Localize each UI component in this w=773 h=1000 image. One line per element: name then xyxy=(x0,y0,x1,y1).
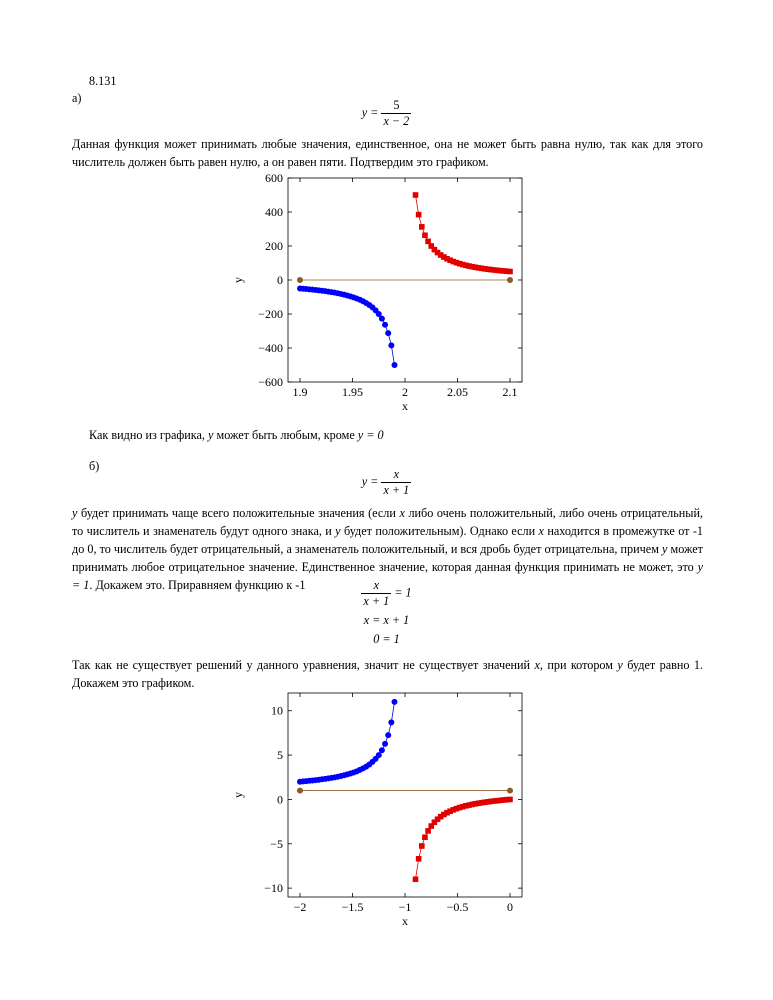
series-line xyxy=(300,702,395,782)
sys-fraction xyxy=(361,578,391,609)
data-point xyxy=(385,330,391,336)
part-a-conclusion xyxy=(89,428,384,443)
y-tick-label: 600 xyxy=(265,171,283,185)
y-tick-label: −5 xyxy=(270,836,283,851)
x-tick-label: 0 xyxy=(507,900,513,914)
part-a-paragraph: Данная функция может принимать любые значения, единственное, она не может быть равна нулю, так как для этого числитель должен быть равен нулю, а он равен пяти. Подтвердим это графиком. xyxy=(72,137,703,169)
data-point xyxy=(388,719,394,725)
y-axis-label: y xyxy=(231,277,245,283)
data-point xyxy=(507,788,513,794)
text-run: будет положительным). Однако если xyxy=(343,524,536,538)
data-point xyxy=(416,856,422,862)
data-point xyxy=(422,834,428,840)
y-tick-label: 200 xyxy=(265,239,283,253)
inline-var: y xyxy=(617,658,623,672)
plot-frame xyxy=(288,693,522,897)
series-line xyxy=(416,799,511,879)
x-tick-label: −1.5 xyxy=(341,900,364,914)
series-line xyxy=(300,289,395,366)
conclusion-text-2: может быть любым, кроме xyxy=(216,428,355,442)
y-tick-label: 0 xyxy=(277,273,283,287)
chart-b xyxy=(230,683,540,933)
data-point xyxy=(419,843,425,849)
text-run: будет равно 1. Докажем это графиком. xyxy=(72,658,704,690)
data-point xyxy=(392,699,398,705)
x-tick-label: 2 xyxy=(402,385,408,399)
sys-numerator: x xyxy=(373,578,379,592)
inline-var: x xyxy=(399,506,405,520)
part-a-equation xyxy=(0,98,773,129)
conclusion-eq: y = 0 xyxy=(357,428,384,442)
part-b-equation xyxy=(0,467,773,498)
y-tick-label: 5 xyxy=(277,748,283,763)
text-run: , при котором xyxy=(539,658,614,672)
x-tick-label: −0.5 xyxy=(446,900,469,914)
inline-var: y xyxy=(335,524,341,538)
y-tick-label: −200 xyxy=(258,307,283,321)
y-tick-label: 400 xyxy=(265,205,283,219)
part-b-label: б) xyxy=(89,459,100,473)
text-run: либо очень положительный, либо очень отрицательный, то числитель и знаменатель будут одного знака, и xyxy=(72,506,704,538)
eq-lhs: y = xyxy=(361,105,379,120)
data-point xyxy=(297,277,303,283)
y-tick-label: −400 xyxy=(258,341,283,355)
data-point xyxy=(392,362,398,368)
data-point xyxy=(382,741,388,747)
inline-var: y xyxy=(72,506,78,520)
data-point xyxy=(379,316,385,322)
text-run: может принимать любое отрицательное значение. Единственное значение, которая данная функция принимать не может, это xyxy=(72,542,704,574)
data-point xyxy=(507,797,513,803)
conclusion-var: y xyxy=(208,428,214,442)
inline-eq: y = 1 xyxy=(72,560,704,592)
x-tick-label: 2.1 xyxy=(502,385,518,399)
y-tick-label: −10 xyxy=(264,881,283,896)
inline-var: x xyxy=(534,658,540,672)
text-run: находится в промежутке от -1 до 0, то числитель будет отрицательный, а знаменатель положительный, и вся дробь будет отрицательна, причем xyxy=(72,524,703,556)
problem-number: 8.131 xyxy=(89,74,117,88)
eq-lhs-b: y = xyxy=(361,474,379,489)
x-tick-label: −2 xyxy=(293,900,307,914)
sys-denominator: x + 1 xyxy=(363,594,390,608)
data-point xyxy=(413,876,419,882)
eq-denominator: x − 2 xyxy=(383,114,410,128)
sys-rhs: = 1 xyxy=(394,585,412,600)
data-point xyxy=(425,828,431,834)
data-point xyxy=(385,732,391,738)
part-a-label: а) xyxy=(72,91,82,105)
x-tick-label: 2.05 xyxy=(447,385,468,399)
data-point xyxy=(507,269,513,275)
data-point xyxy=(413,192,419,198)
data-point xyxy=(382,322,388,328)
x-tick-label: 1.95 xyxy=(342,385,363,399)
y-tick-label: 0 xyxy=(277,792,283,807)
data-point xyxy=(416,212,422,218)
eq-fraction xyxy=(381,98,411,129)
system-line-3: 0 = 1 xyxy=(373,632,400,646)
text-run: будет принимать чаще всего положительные значения (если xyxy=(80,506,396,520)
eq-numerator: 5 xyxy=(393,98,400,112)
data-point xyxy=(419,224,425,230)
y-tick-label: 10 xyxy=(271,703,283,718)
eq-numerator-b: x xyxy=(393,467,400,481)
eq-fraction-b xyxy=(381,467,411,498)
system-line-2: x = x + 1 xyxy=(363,613,410,627)
series-line xyxy=(416,195,511,272)
conclusion-text: Как видно из графика, xyxy=(89,428,205,442)
y-axis-label: y xyxy=(231,792,245,798)
x-tick-label: −1 xyxy=(398,900,412,914)
y-tick-label: −600 xyxy=(258,375,283,389)
eq-denominator-b: x + 1 xyxy=(383,483,410,497)
x-axis-label: x xyxy=(402,399,408,413)
text-run: . Докажем это. Приравняем функцию к -1 xyxy=(89,578,306,592)
x-tick-label: 1.9 xyxy=(292,385,308,399)
chart-a xyxy=(230,168,540,418)
inline-var: y xyxy=(662,542,668,556)
data-point xyxy=(388,342,394,348)
data-point xyxy=(297,788,303,794)
data-point xyxy=(422,232,428,238)
data-point xyxy=(507,277,513,283)
inline-var: x xyxy=(538,524,544,538)
text-run: Так как не существует решений у данного уравнения, значит не существует значений xyxy=(72,658,531,672)
system-line-1 xyxy=(0,578,773,609)
data-point xyxy=(379,747,385,753)
x-axis-label: x xyxy=(402,914,408,928)
